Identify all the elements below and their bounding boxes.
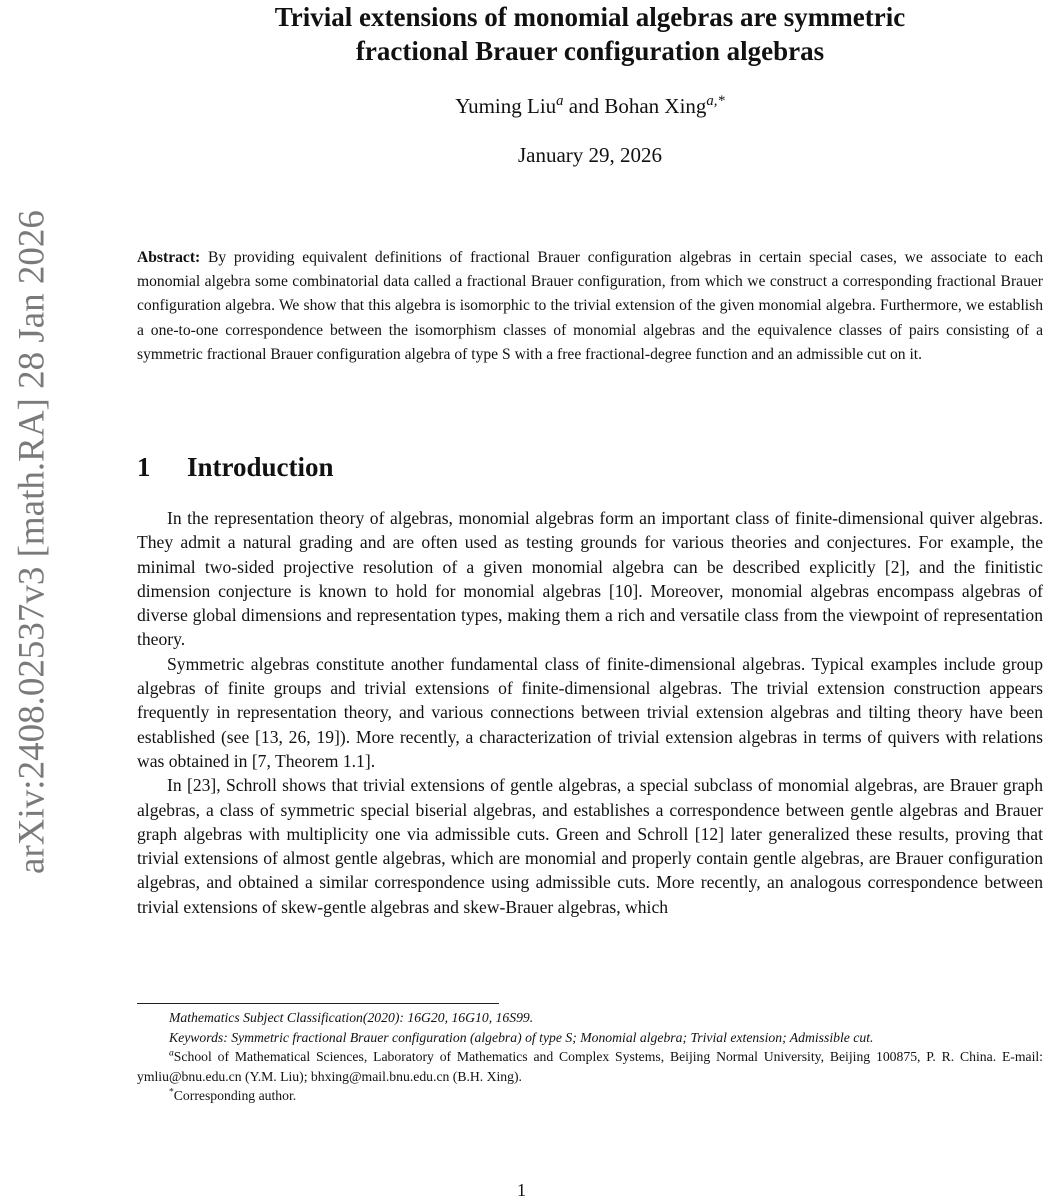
paper-date: January 29, 2026 <box>517 143 663 167</box>
footnote-corresponding <box>137 1086 1043 1106</box>
affiliation-mark: a <box>169 1047 174 1059</box>
title-line-1: Trivial extensions of monomial algebras are symmetric <box>274 2 906 32</box>
body-text <box>137 506 1043 919</box>
footnote-keywords: Keywords: Symmetric fractional Brauer configuration (algebra) of type S; Monomial algebra; Trivial extension; Admissible cut. <box>169 1029 874 1045</box>
footnote-affiliation <box>137 1047 1043 1086</box>
footnote-msc: Mathematics Subject Classification(2020): 16G20, 16G10, 16S99. <box>169 1010 534 1025</box>
paragraph: In [23], Schroll shows that trivial extensions of gentle algebras, a special subclass of monomial algebras, are Brauer graph algebras, a class of symmetric special biserial algebras, and establishes a correspondence between gentle algebras and Brauer graph algebras with multiplicity one via admissible cuts. Green and Schroll [12] later generalized these results, proving that trivial extensions of almost gentle algebras, which are monomial and properly contain gentle algebras, are Brauer configuration algebras, and obtained a similar correspondence using admissible cuts. More recently, an analogous correspondence between trivial extensions of skew-gentle algebras and skew-Brauer algebras, which <box>137 775 1043 917</box>
abstract-text: By providing equivalent definitions of fractional Brauer configuration algebras in certain special cases, we associate to each monomial algebra some combinatorial data called a fractional Brauer configuration, from which we construct a corresponding fractional Brauer configuration algebra. We show that this algebra is isomorphic to the trivial extension of the given monomial algebra. Furthermore, we establish a one-to-one correspondence between the isomorphism classes of monomial algebras and the equivalence classes of pairs consisting of a symmetric fractional Brauer configuration algebra of type S with a free fractional-degree function and an admissible cut on it. <box>137 249 1043 363</box>
affiliation-text: School of Mathematical Sciences, Laboratory of Mathematics and Complex Systems, Beijing Normal University, Beijing 100875, P. R. China. E-mail: ymliu@bnu.edu.cn (Y.M. Liu); bhxing@mail.bnu.edu.cn (B.H. Xing). <box>137 1049 1043 1084</box>
arxiv-stamp <box>0 0 60 1200</box>
corresponding-mark: * <box>169 1086 174 1098</box>
page-number: 1 <box>517 1180 526 1200</box>
section-number: 1 <box>137 452 151 482</box>
footnotes <box>137 1008 1043 1106</box>
paragraph: In the representation theory of algebras, monomial algebras form an important class of finite-dimensional quiver algebras. They admit a natural grading and are often used as testing grounds for various theories and conjectures. For example, the minimal two-sided projective resolution of a given monomial algebra can be described explicitly [2], and the finitistic dimension conjecture is known to hold for monomial algebras [10]. Moreover, monomial algebras encompass algebras of diverse global dimensions and representation types, making them a rich and versatile class from the viewpoint of representation theory. <box>137 508 1043 650</box>
paper-title <box>150 0 1030 68</box>
abstract-label: Abstract: <box>137 249 201 266</box>
author-2: Bohan Xing <box>604 94 707 118</box>
author-2-affiliation-mark: a,* <box>706 93 725 109</box>
section-heading <box>137 452 334 483</box>
arxiv-identifier: arXiv:2408.02537v3 [math.RA] 28 Jan 2026 <box>11 210 53 874</box>
corresponding-text: Corresponding author. <box>173 1088 297 1103</box>
author-conjunction: and <box>563 94 605 118</box>
title-line-2: fractional Brauer configuration algebras <box>355 36 825 66</box>
abstract <box>137 246 1043 367</box>
section-title: Introduction <box>187 452 334 482</box>
paragraph: Symmetric algebras constitute another fundamental class of finite-dimensional algebras. Typical examples include group algebras of finite groups and trivial extensions of finite-dimensional algebras. The trivial extension construction appears frequently in representation theory, and various connections between trivial extension algebras and tilting theory have been established (see [13, 26, 19]). More recently, a characterization of trivial extension algebras in terms of quivers with relations was obtained in [7, Theorem 1.1]. <box>137 653 1043 771</box>
footnote-rule <box>137 1003 499 1004</box>
author-1: Yuming Liu <box>455 94 557 118</box>
author-1-affiliation-mark: a <box>556 93 564 109</box>
author-line <box>150 94 1030 119</box>
